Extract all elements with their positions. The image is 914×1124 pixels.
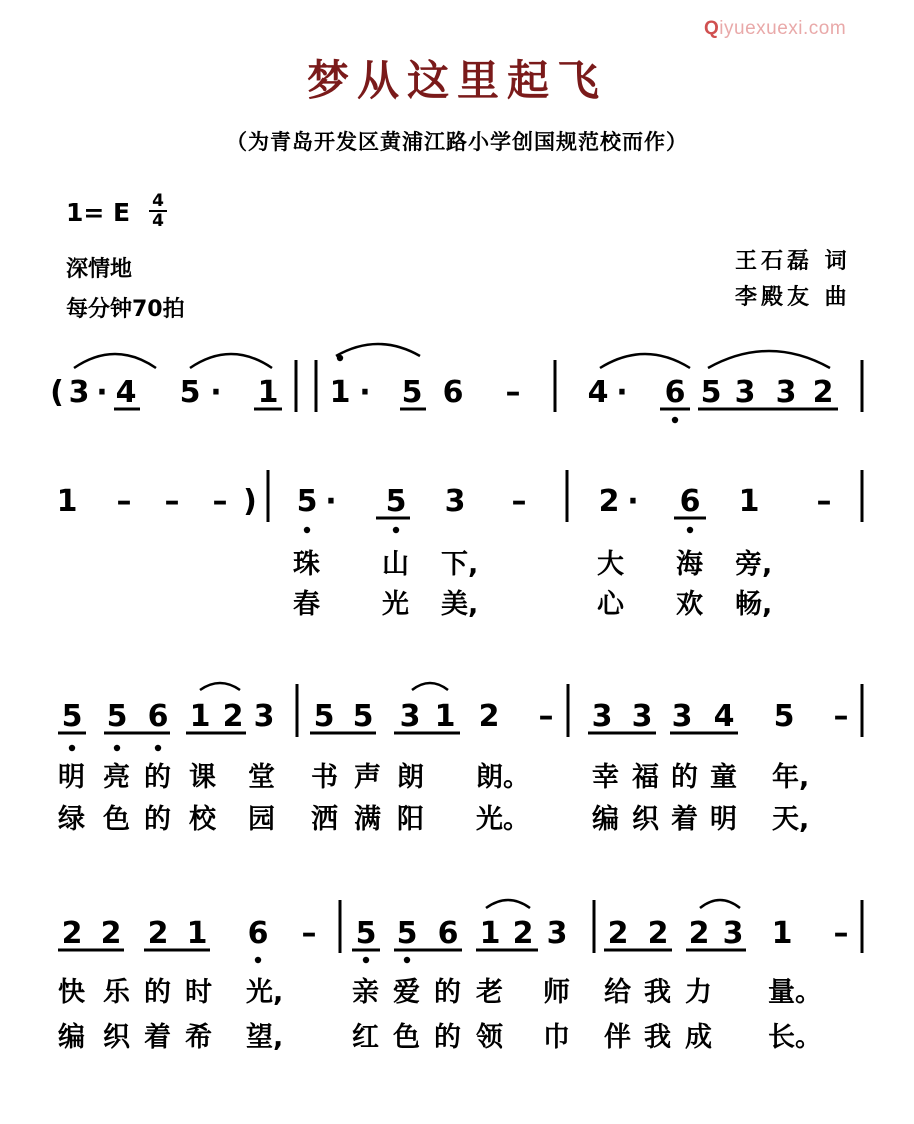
- note-row4-6: 5: [355, 916, 377, 951]
- lyric-l3a-1: 乐: [103, 977, 130, 1008]
- key-signature: 1= E: [66, 198, 131, 227]
- watermark: Qiyuexuexi.com: [704, 18, 847, 39]
- note-row3-7: 5: [352, 699, 374, 734]
- notation-layer: [50, 344, 862, 1053]
- note-row2-11: ·: [627, 484, 639, 519]
- lyric-l2b-0: 绿: [58, 804, 85, 835]
- note-row1-1: 3: [68, 375, 90, 410]
- note-row3-8: 3: [399, 699, 421, 734]
- lyric-l2b-13: 天,: [772, 804, 810, 835]
- note-row3-2: 6: [147, 699, 169, 734]
- lyric-l3b-8: 领: [476, 1022, 503, 1053]
- slur-6: [412, 683, 448, 690]
- note-row2-14: –: [816, 484, 832, 519]
- lyric-l2a-7: 朗: [397, 762, 424, 793]
- slur-1: [190, 354, 272, 368]
- lyric-l3b-11: 我: [644, 1022, 671, 1053]
- lyric-l2b-1: 色: [103, 804, 130, 835]
- slur-2: [336, 344, 420, 356]
- note-row1-8: ·: [359, 375, 371, 410]
- lyric-l3a-6: 爱: [393, 977, 420, 1008]
- note-row3-12: 3: [591, 699, 613, 734]
- note-row3-9: 1: [434, 699, 456, 734]
- lyric-l3b-7: 的: [434, 1022, 461, 1053]
- lyric-l2a-1: 亮: [103, 762, 130, 793]
- lyric-l3b-6: 色: [393, 1022, 420, 1053]
- note-row4-7: 5: [396, 916, 418, 951]
- note-row4-14: 2: [688, 916, 710, 951]
- note-row3-11: –: [538, 699, 554, 734]
- note-row3-15: 4: [713, 699, 735, 734]
- note-row4-9: 1: [479, 916, 501, 951]
- lyric-l3a-13: 量。: [768, 977, 822, 1008]
- octave-dot-1: [304, 527, 310, 533]
- lyric-l1b-0: 春: [293, 589, 320, 620]
- note-row4-2: 2: [147, 916, 169, 951]
- lyric-l1b-2: 美,: [441, 589, 479, 620]
- note-row3-17: –: [833, 699, 849, 734]
- note-row4-11: 3: [546, 916, 568, 951]
- note-row3-5: 3: [253, 699, 275, 734]
- time-signature-top: 4: [152, 191, 164, 211]
- note-row3-6: 5: [313, 699, 335, 734]
- lyric-l2b-5: 洒: [311, 804, 338, 835]
- lyric-l2b-4: 园: [248, 804, 275, 835]
- lyric-l2a-3: 课: [189, 762, 216, 793]
- lyric-l3b-2: 着: [144, 1022, 171, 1053]
- note-row1-10: 6: [442, 375, 464, 410]
- expression-mark: 深情地: [66, 257, 133, 282]
- note-row3-14: 3: [671, 699, 693, 734]
- lyric-l1a-5: 旁,: [735, 549, 773, 580]
- lyric-l3b-10: 伴: [604, 1022, 631, 1053]
- note-row1-14: 6: [664, 375, 686, 410]
- lyric-l1b-3: 心: [597, 589, 624, 620]
- lyric-l2a-13: 年,: [772, 762, 810, 793]
- lyric-l2a-5: 书: [311, 762, 338, 793]
- note-row4-3: 1: [186, 916, 208, 951]
- note-row4-17: –: [833, 916, 849, 951]
- song-subtitle: （为青岛开发区黄浦江路小学创国规范校而作）: [226, 130, 688, 154]
- note-row1-2: ·: [96, 375, 108, 410]
- lyric-l1b-1: 光: [382, 589, 409, 620]
- note-row1-6: 1: [257, 375, 279, 410]
- note-row3-3: 1: [189, 699, 211, 734]
- time-signature-bottom: 4: [152, 211, 164, 231]
- lyric-l3a-4: 光,: [246, 977, 284, 1008]
- lyric-l2a-8: 朗。: [476, 762, 530, 793]
- lyric-l3a-12: 力: [685, 977, 712, 1008]
- lyric-l2b-12: 明: [710, 804, 737, 835]
- note-row4-16: 1: [771, 916, 793, 951]
- octave-dot-4: [69, 745, 75, 751]
- lyric-l2b-7: 阳: [397, 804, 424, 835]
- lyric-l2a-0: 明: [58, 762, 85, 793]
- lyric-l1b-4: 欢: [676, 589, 703, 620]
- note-row2-13: 1: [738, 484, 760, 519]
- note-row4-15: 3: [722, 916, 744, 951]
- note-row4-1: 2: [100, 916, 122, 951]
- lyric-l3a-2: 的: [144, 977, 171, 1008]
- lyric-l2b-3: 校: [189, 804, 216, 835]
- note-row1-0: (: [50, 375, 64, 410]
- slur-7: [486, 900, 530, 908]
- note-row2-1: –: [116, 484, 132, 519]
- octave-dot-6: [155, 745, 161, 751]
- note-row1-16: 3: [734, 375, 756, 410]
- lyric-l3a-5: 亲: [352, 977, 379, 1008]
- lyric-l2a-10: 福: [632, 762, 659, 793]
- song-title: 梦从这里起飞: [306, 56, 607, 105]
- note-row2-3: –: [212, 484, 228, 519]
- note-row1-5: ·: [210, 375, 222, 410]
- note-row4-12: 2: [607, 916, 629, 951]
- note-row4-8: 6: [437, 916, 459, 951]
- note-row2-6: ·: [325, 484, 337, 519]
- note-row4-5: –: [301, 916, 317, 951]
- lyric-l3a-9: 师: [543, 977, 570, 1008]
- note-row1-7: 1: [329, 375, 351, 410]
- note-row1-11: –: [505, 375, 521, 410]
- lyric-l3a-0: 快: [58, 977, 85, 1008]
- note-row3-16: 5: [773, 699, 795, 734]
- lyric-l3b-13: 长。: [768, 1022, 822, 1053]
- lyric-l3a-10: 给: [604, 977, 631, 1008]
- lyric-l2b-11: 着: [671, 804, 698, 835]
- lyric-l2b-8: 光。: [476, 804, 530, 835]
- note-row4-13: 2: [647, 916, 669, 951]
- lyric-l1b-5: 畅,: [735, 589, 773, 620]
- note-row2-2: –: [164, 484, 180, 519]
- lyric-l3a-11: 我: [644, 977, 671, 1008]
- lyric-l2a-9: 幸: [592, 762, 619, 793]
- octave-dot-7: [255, 957, 261, 963]
- note-row2-10: 2: [598, 484, 620, 519]
- lyric-l2a-4: 堂: [248, 762, 275, 793]
- octave-dot-8: [363, 957, 369, 963]
- octave-dot-3: [687, 527, 693, 533]
- note-row2-4: ): [243, 484, 257, 519]
- note-row2-7: 5: [385, 484, 407, 519]
- lyric-l1a-4: 海: [676, 549, 703, 580]
- lyric-l2a-2: 的: [144, 762, 171, 793]
- lyric-l3b-12: 成: [685, 1022, 712, 1053]
- note-row1-15: 5: [700, 375, 722, 410]
- note-row4-0: 2: [61, 916, 83, 951]
- note-row4-4: 6: [247, 916, 269, 951]
- lyric-l3a-7: 的: [434, 977, 461, 1008]
- note-row1-12: 4: [587, 375, 609, 410]
- slur-0: [74, 354, 156, 368]
- lyricist-credit: 王石磊 词: [735, 249, 851, 274]
- lyric-l3b-5: 红: [352, 1022, 379, 1053]
- lyric-l3b-4: 望,: [246, 1022, 284, 1053]
- note-row1-9: 5: [401, 375, 423, 410]
- note-row2-5: 5: [296, 484, 318, 519]
- lyric-l2b-6: 满: [354, 804, 381, 835]
- slur-3: [600, 354, 690, 368]
- note-row1-13: ·: [616, 375, 628, 410]
- note-row3-10: 2: [478, 699, 500, 734]
- note-row2-9: –: [511, 484, 527, 519]
- note-row1-3: 4: [115, 375, 137, 410]
- lyric-l3b-0: 编: [58, 1022, 85, 1053]
- lyric-l2a-12: 童: [710, 762, 737, 793]
- lyric-l1a-1: 山: [382, 549, 409, 580]
- lyric-l2a-11: 的: [671, 762, 698, 793]
- lyric-l1a-2: 下,: [441, 549, 479, 580]
- composer-credit: 李殿友 曲: [735, 285, 851, 310]
- lyric-l3b-9: 巾: [543, 1022, 570, 1053]
- lyric-l2b-10: 织: [632, 804, 659, 835]
- note-row3-0: 5: [61, 699, 83, 734]
- slur-8: [700, 900, 740, 908]
- octave-dot-9: [404, 957, 410, 963]
- octave-dot-5: [114, 745, 120, 751]
- octave-dot-0: [672, 417, 678, 423]
- lyric-l2b-9: 编: [592, 804, 619, 835]
- lyric-l2b-2: 的: [144, 804, 171, 835]
- note-row4-10: 2: [512, 916, 534, 951]
- lyric-l2a-6: 声: [354, 762, 381, 793]
- lyric-l1a-3: 大: [597, 549, 624, 580]
- lyric-l3a-3: 时: [185, 977, 212, 1008]
- lyric-l1a-0: 珠: [293, 549, 320, 580]
- note-row3-1: 5: [106, 699, 128, 734]
- note-row3-4: 2: [222, 699, 244, 734]
- note-row1-18: 2: [812, 375, 834, 410]
- note-row2-12: 6: [679, 484, 701, 519]
- note-row1-17: 3: [775, 375, 797, 410]
- note-row2-0: 1: [56, 484, 78, 519]
- slur-4: [708, 351, 830, 368]
- tempo-mark: 每分钟70拍: [66, 297, 185, 322]
- lyric-l3b-1: 织: [103, 1022, 130, 1053]
- note-row2-8: 3: [444, 484, 466, 519]
- lyric-l3b-3: 希: [185, 1022, 212, 1053]
- lyric-l3a-8: 老: [476, 977, 503, 1008]
- slur-5: [200, 683, 240, 690]
- note-row3-13: 3: [631, 699, 653, 734]
- octave-dot-2: [393, 527, 399, 533]
- note-row1-4: 5: [179, 375, 201, 410]
